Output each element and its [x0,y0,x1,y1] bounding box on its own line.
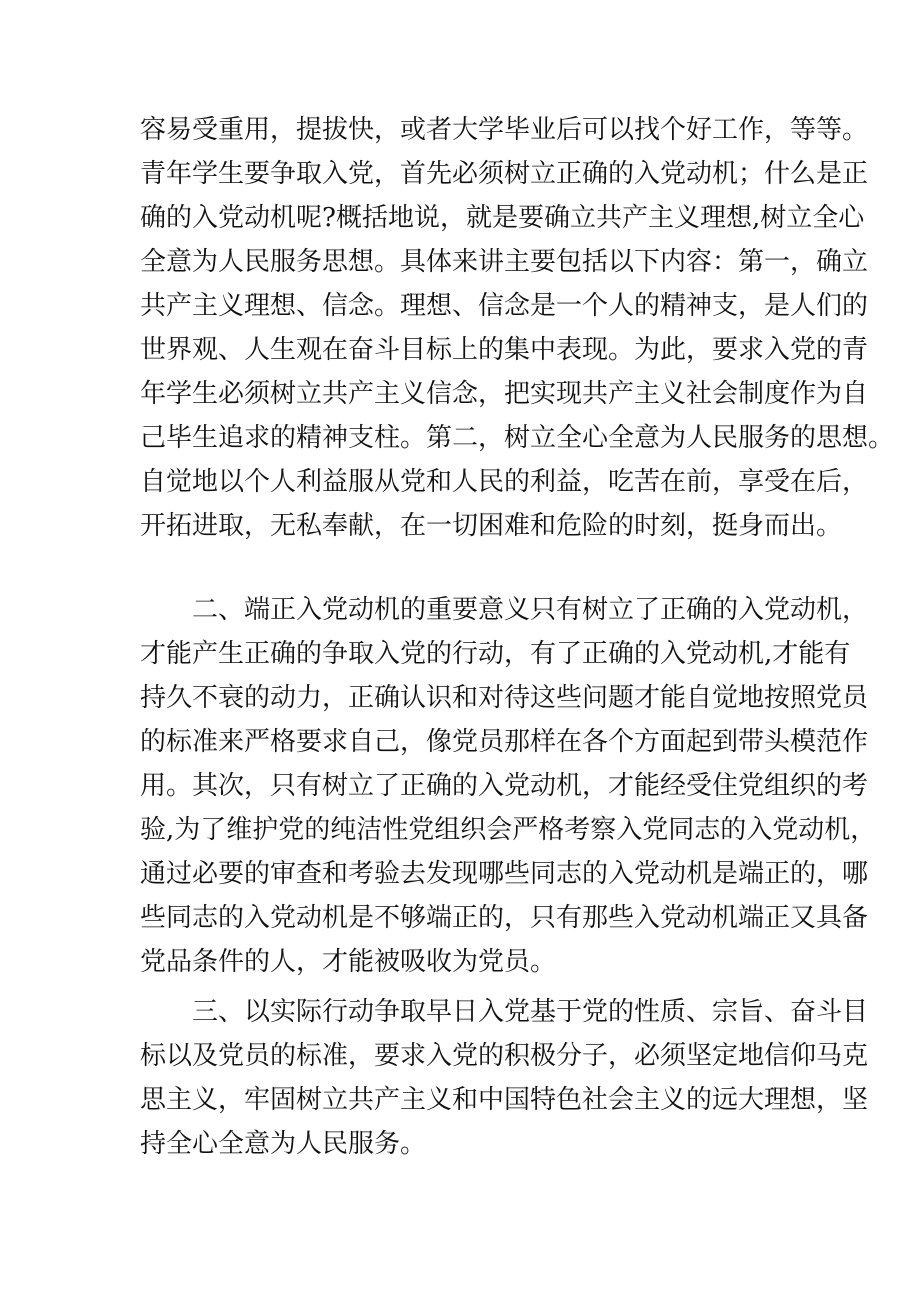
text-line: 党品条件的人，才能被吸收为党员。 [140,947,557,977]
text-line: 开拓进取，无私奉献，在一切困难和危险的时刻，挺身而出。 [140,511,843,541]
text-line: 三、以实际行动争取早日入党基于党的性质、宗旨、奋斗目 [140,997,869,1027]
text-line: 世界观、人生观在奋斗目标上的集中表现。为此，要求入党的青 [140,335,869,365]
text-line: 青年学生要争取入党，首先必须树立正确的入党动机；什么是正 [140,159,869,189]
text-line: 全意为人民服务思想。具体来讲主要包括以下内容：第一，确立 [140,247,869,277]
text-line: 才能产生正确的争取入党的行动，有了正确的入党动机,才能有 [140,639,851,669]
text-line: 标以及党员的标准，要求入党的积极分子，必须坚定地信仰马克 [140,1041,869,1071]
text-line: 的标准来严格要求自己，像党员那样在各个方面起到带头模范作 [140,727,869,757]
text-line: 确的入党动机呢?概括地说，就是要确立共产主义理想,树立全心 [140,203,865,233]
text-line: 年学生必须树立共产主义信念，把实现共产主义社会制度作为自 [140,379,869,409]
text-line: 思主义，牢固树立共产主义和中国特色社会主义的远大理想，坚 [140,1085,869,1115]
paragraph-continuation [140,108,895,548]
paragraph-section-2 [140,588,877,984]
text-line: 容易受重用，提拔快，或者大学毕业后可以找个好工作，等等。 [140,115,869,145]
paragraph-section-3 [140,990,869,1166]
text-line: 持全心全意为人民服务。 [140,1129,427,1159]
text-line: 持久不衰的动力，正确认识和对待这些问题才能自觉地按照党员 [140,683,869,713]
text-line: 通过必要的审查和考验去发现哪些同志的入党动机是端正的，哪 [140,859,869,889]
text-line: 共产主义理想、信念。理想、信念是一个人的精神支，是人们的 [140,291,869,321]
text-line: 自觉地以个人利益服从党和人民的利益，吃苦在前，享受在后， [140,467,869,497]
text-line: 验,为了维护党的纯洁性党组织会严格考察入党同志的入党动机， [140,815,877,845]
text-line: 二、端正入党动机的重要意义只有树立了正确的入党动机， [140,595,869,625]
text-line: 些同志的入党动机是不够端正的，只有那些入党动机端正又具备 [140,903,869,933]
text-line: 己毕生追求的精神支柱。第二，树立全心全意为人民服务的思想。 [140,423,895,453]
text-line: 用。其次，只有树立了正确的入党动机，才能经受住党组织的考 [140,771,869,801]
